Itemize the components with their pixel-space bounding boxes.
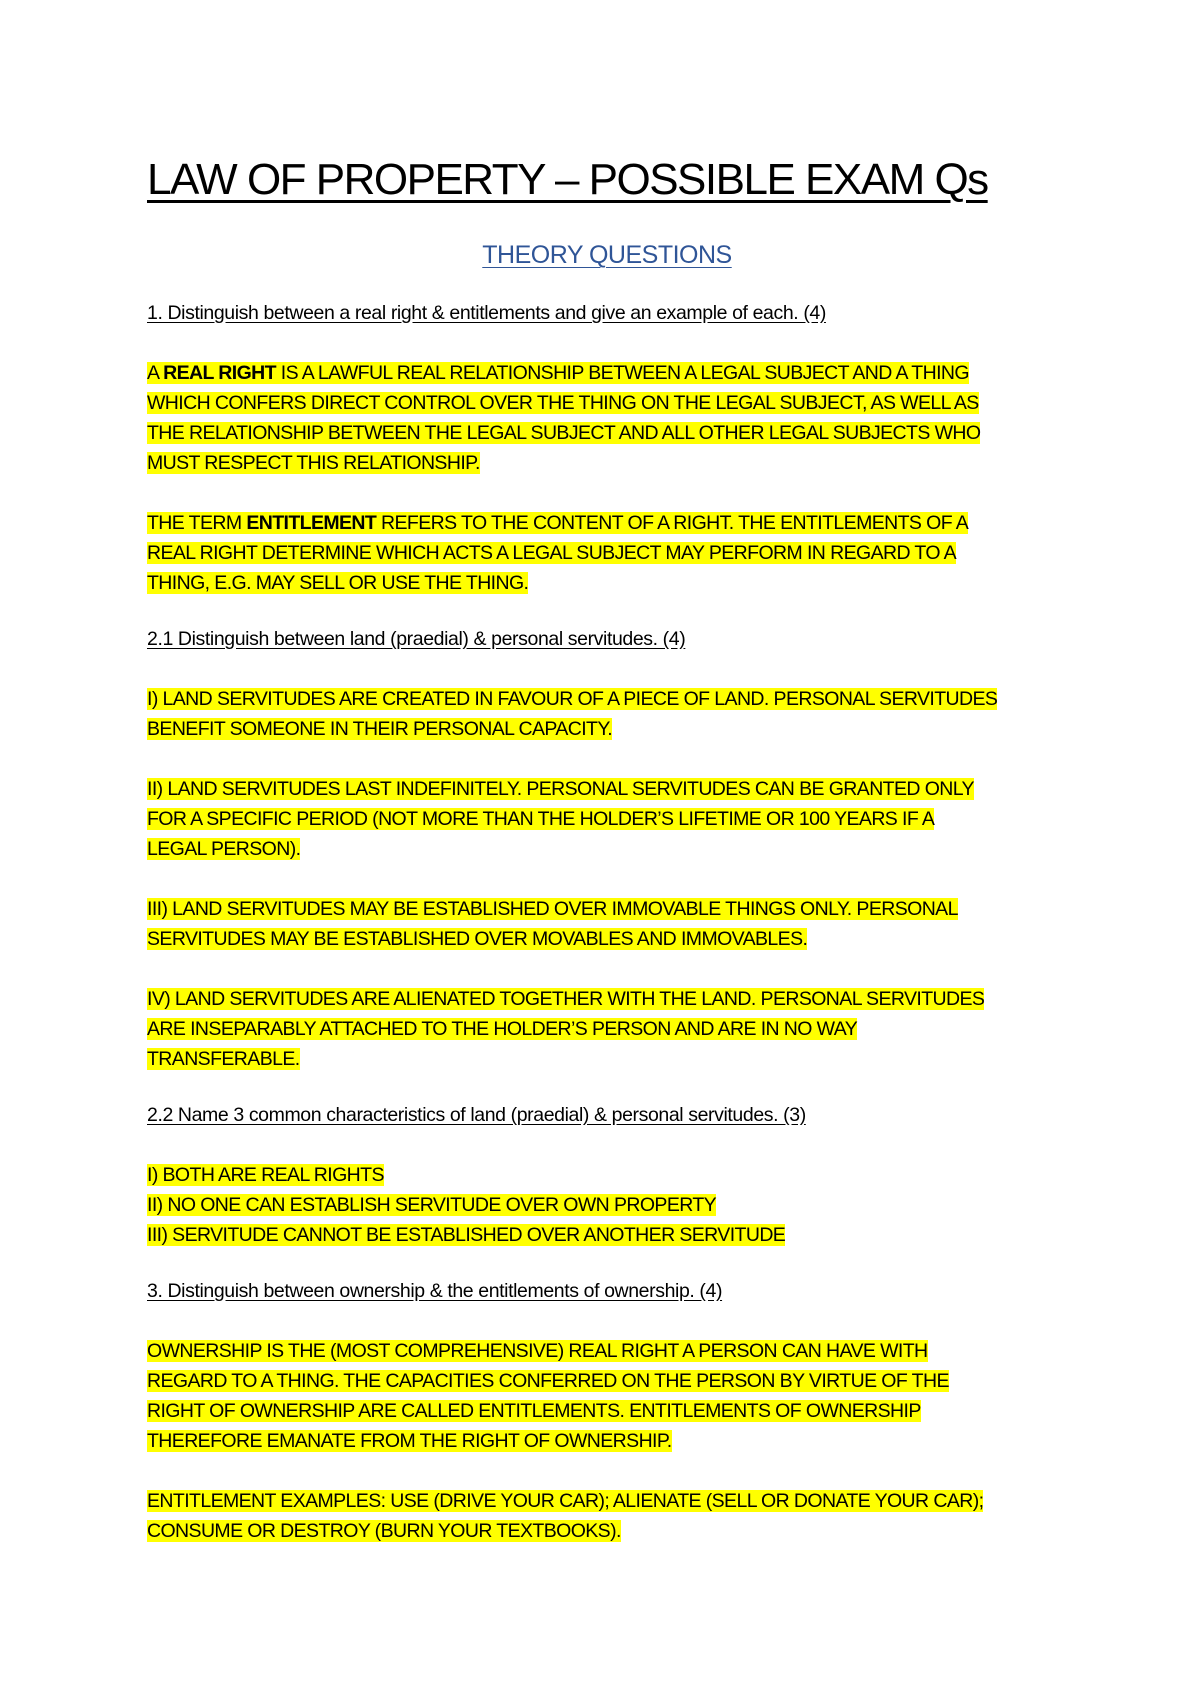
answer-line [147,1486,1067,1516]
highlighted-text: BENEFIT SOMEONE IN THEIR PERSONAL CAPACITY. [147,718,613,740]
answer-3-examples [147,1486,1067,1546]
highlighted-text: I) BOTH ARE REAL RIGHTS [147,1164,384,1186]
answer-text: THE TERM [147,512,247,534]
list-item [147,1190,1067,1220]
answer-line [147,568,1067,598]
highlighted-text: CONSUME OR DESTROY (BURN YOUR TEXTBOOKS). [147,1520,621,1542]
answer-line [147,508,1067,538]
highlighted-text: SERVITUDES MAY BE ESTABLISHED OVER MOVABLES AND IMMOVABLES. [147,928,808,950]
highlighted-text [147,512,968,534]
highlighted-text: ENTITLEMENT EXAMPLES: USE (DRIVE YOUR CAR); ALIENATE (SELL OR DONATE YOUR CAR); [147,1490,984,1512]
highlighted-text: I) LAND SERVITUDES ARE CREATED IN FAVOUR OF A PIECE OF LAND. PERSONAL SERVITUDES [147,688,998,710]
list-item [147,1220,1067,1250]
section-heading: THEORY QUESTIONS [482,241,732,269]
answer-line [147,774,1067,804]
question-3: 3. Distinguish between ownership & the entitlements of ownership. (4) [147,1280,723,1302]
highlighted-text: REGARD TO A THING. THE CAPACITIES CONFERRED ON THE PERSON BY VIRTUE OF THE [147,1370,949,1392]
answer-line [147,804,1067,834]
document-body [147,150,1067,1546]
answer-3-ownership [147,1336,1067,1456]
highlighted-text: MUST RESPECT THIS RELATIONSHIP. [147,452,480,474]
highlighted-text: TRANSFERABLE. [147,1048,300,1070]
answer-2-1-point-i [147,684,1067,744]
highlighted-text: OWNERSHIP IS THE (MOST COMPREHENSIVE) REAL RIGHT A PERSON CAN HAVE WITH [147,1340,928,1362]
highlighted-text [147,362,969,384]
answer-line [147,418,1067,448]
bold-term: REAL RIGHT [163,362,276,384]
answer-2-1-point-ii [147,774,1067,864]
answer-text: IS A LAWFUL REAL RELATIONSHIP BETWEEN A LEGAL SUBJECT AND A THING [275,362,969,384]
highlighted-text: II) LAND SERVITUDES LAST INDEFINITELY. PERSONAL SERVITUDES CAN BE GRANTED ONLY [147,778,974,800]
answer-2-1-point-iii [147,894,1067,954]
highlighted-text: FOR A SPECIFIC PERIOD (NOT MORE THAN THE HOLDER’S LIFETIME OR 100 YEARS IF A [147,808,935,830]
highlighted-text: REAL RIGHT DETERMINE WHICH ACTS A LEGAL SUBJECT MAY PERFORM IN REGARD TO A [147,542,957,564]
answer-line [147,448,1067,478]
highlighted-text: II) NO ONE CAN ESTABLISH SERVITUDE OVER OWN PROPERTY [147,1194,717,1216]
answer-line [147,538,1067,568]
answer-text: A [147,362,164,384]
answer-1-entitlement [147,508,1067,598]
answer-line [147,984,1067,1014]
answer-1-real-right [147,358,1067,478]
answer-line [147,1396,1067,1426]
bold-term: ENTITLEMENT [246,512,377,534]
highlighted-text: III) SERVITUDE CANNOT BE ESTABLISHED OVER ANOTHER SERVITUDE [147,1224,786,1246]
highlighted-text: ARE INSEPARABLY ATTACHED TO THE HOLDER’S PERSON AND ARE IN NO WAY [147,1018,858,1040]
answer-text: REFERS TO THE CONTENT OF A RIGHT. THE ENTITLEMENTS OF A [376,512,969,534]
answer-line [147,714,1067,744]
highlighted-text: III) LAND SERVITUDES MAY BE ESTABLISHED OVER IMMOVABLE THINGS ONLY. PERSONAL [147,898,958,920]
answer-line [147,1336,1067,1366]
answer-line [147,1014,1067,1044]
answer-line [147,1044,1067,1074]
highlighted-text: THEREFORE EMANATE FROM THE RIGHT OF OWNERSHIP. [147,1430,672,1452]
answer-2-2-list [147,1160,1067,1250]
highlighted-text: IV) LAND SERVITUDES ARE ALIENATED TOGETHER WITH THE LAND. PERSONAL SERVITUDES [147,988,985,1010]
question-2-1: 2.1 Distinguish between land (praedial) & personal servitudes. (4) [147,628,686,650]
answer-line [147,924,1067,954]
answer-line [147,684,1067,714]
answer-line [147,1516,1067,1546]
highlighted-text: LEGAL PERSON). [147,838,301,860]
question-2-2: 2.2 Name 3 common characteristics of land (praedial) & personal servitudes. (3) [147,1104,806,1126]
question-1: 1. Distinguish between a real right & entitlements and give an example of each. (4) [147,302,826,324]
highlighted-text: THING, E.G. MAY SELL OR USE THE THING. [147,572,529,594]
answer-line [147,1426,1067,1456]
highlighted-text: RIGHT OF OWNERSHIP ARE CALLED ENTITLEMENTS. ENTITLEMENTS OF OWNERSHIP [147,1400,921,1422]
answer-line [147,894,1067,924]
highlighted-text: WHICH CONFERS DIRECT CONTROL OVER THE THING ON THE LEGAL SUBJECT, AS WELL AS [147,392,979,414]
answer-line [147,834,1067,864]
highlighted-text: THE RELATIONSHIP BETWEEN THE LEGAL SUBJECT AND ALL OTHER LEGAL SUBJECTS WHO [147,422,981,444]
answer-2-1-point-iv [147,984,1067,1074]
page-title: LAW OF PROPERTY – POSSIBLE EXAM Qs [147,155,988,204]
list-item [147,1160,1067,1190]
answer-line [147,358,1067,388]
answer-line [147,1366,1067,1396]
answer-line [147,388,1067,418]
